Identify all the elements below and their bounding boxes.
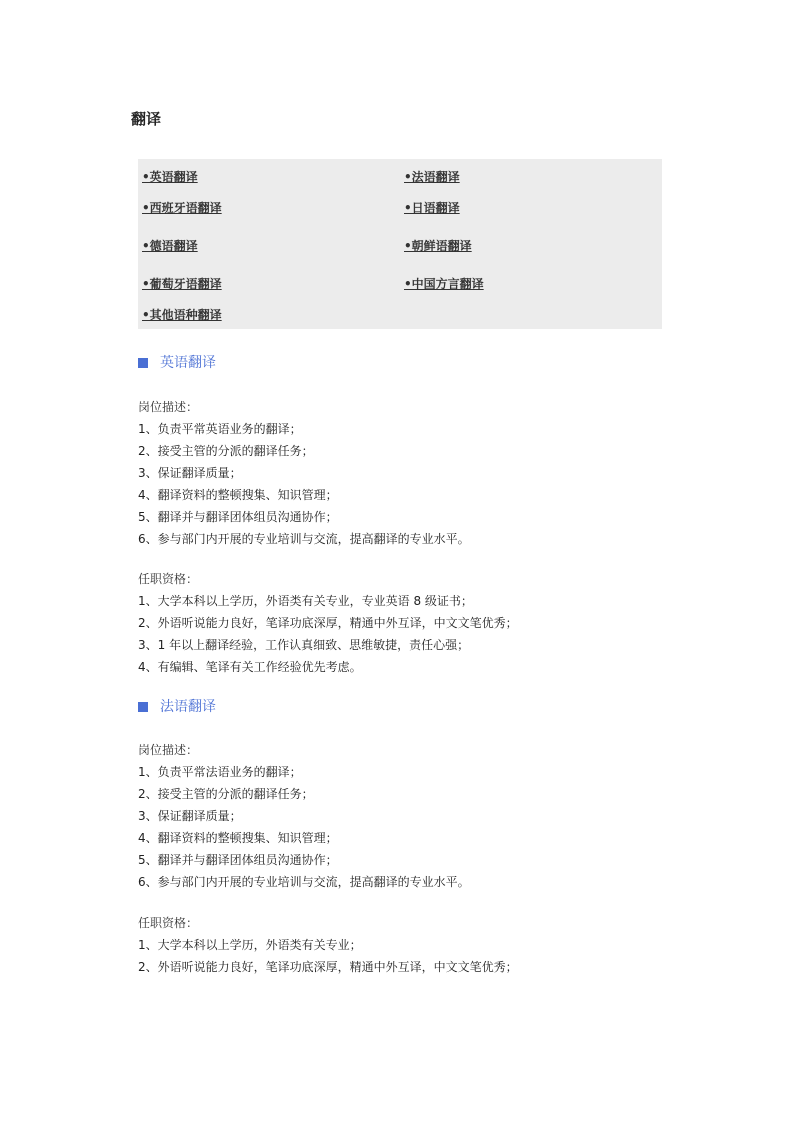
nav-link-japanese[interactable]: •日语翻译 bbox=[404, 201, 460, 215]
duty-item: 5、翻译并与翻译团体组员沟通协作； bbox=[138, 853, 338, 867]
nav-link-chinese-dialect[interactable]: •中国方言翻译 bbox=[404, 277, 484, 291]
nav-link-portuguese[interactable]: •葡萄牙语翻译 bbox=[142, 277, 222, 291]
duties-label: 岗位描述： bbox=[138, 400, 199, 414]
section-heading-english bbox=[138, 353, 216, 373]
duty-item: 2、接受主管的分派的翻译任务； bbox=[138, 787, 314, 801]
nav-link-korean[interactable]: •朝鲜语翻译 bbox=[404, 239, 472, 253]
requirement-item: 2、外语听说能力良好，笔译功底深厚，精通中外互译，中文文笔优秀； bbox=[138, 616, 518, 630]
language-nav bbox=[138, 159, 662, 329]
duty-item: 3、保证翻译质量； bbox=[138, 809, 242, 823]
duty-item: 5、翻译并与翻译团体组员沟通协作； bbox=[138, 510, 338, 524]
duties-label: 岗位描述： bbox=[138, 743, 199, 757]
requirement-item: 2、外语听说能力良好，笔译功底深厚，精通中外互译，中文文笔优秀； bbox=[138, 960, 518, 974]
requirements-label: 任职资格： bbox=[138, 916, 199, 930]
page-title: 翻译 bbox=[131, 110, 162, 128]
duty-item: 1、负责平常英语业务的翻译； bbox=[138, 422, 302, 436]
duty-item: 2、接受主管的分派的翻译任务； bbox=[138, 444, 314, 458]
nav-link-french[interactable]: •法语翻译 bbox=[404, 170, 460, 184]
requirement-item: 1、大学本科以上学历，外语类有关专业，专业英语 8 级证书； bbox=[138, 594, 473, 608]
section-heading-text: 英语翻译 bbox=[160, 355, 216, 371]
square-icon bbox=[138, 702, 148, 712]
english-duties-block bbox=[138, 396, 678, 550]
nav-link-english[interactable]: •英语翻译 bbox=[142, 170, 198, 184]
nav-link-german[interactable]: •德语翻译 bbox=[142, 239, 198, 253]
french-requirements-block bbox=[138, 912, 678, 978]
duty-item: 3、保证翻译质量； bbox=[138, 466, 242, 480]
square-icon bbox=[138, 358, 148, 368]
section-heading-text: 法语翻译 bbox=[160, 699, 216, 715]
requirements-label: 任职资格： bbox=[138, 572, 199, 586]
french-duties-block bbox=[138, 739, 678, 893]
nav-link-spanish[interactable]: •西班牙语翻译 bbox=[142, 201, 222, 215]
duty-item: 6、参与部门内开展的专业培训与交流，提高翻译的专业水平。 bbox=[138, 875, 470, 889]
english-requirements-block bbox=[138, 568, 678, 678]
duty-item: 1、负责平常法语业务的翻译； bbox=[138, 765, 302, 779]
duty-item: 4、翻译资料的整顿搜集、知识管理； bbox=[138, 488, 338, 502]
requirement-item: 4、有编辑、笔译有关工作经验优先考虑。 bbox=[138, 660, 362, 674]
nav-link-other-languages[interactable]: •其他语种翻译 bbox=[142, 308, 222, 322]
requirement-item: 3、1 年以上翻译经验，工作认真细致、思维敏捷，责任心强； bbox=[138, 638, 470, 652]
requirement-item: 1、大学本科以上学历，外语类有关专业； bbox=[138, 938, 362, 952]
duty-item: 6、参与部门内开展的专业培训与交流，提高翻译的专业水平。 bbox=[138, 532, 470, 546]
section-heading-french bbox=[138, 697, 216, 717]
duty-item: 4、翻译资料的整顿搜集、知识管理； bbox=[138, 831, 338, 845]
